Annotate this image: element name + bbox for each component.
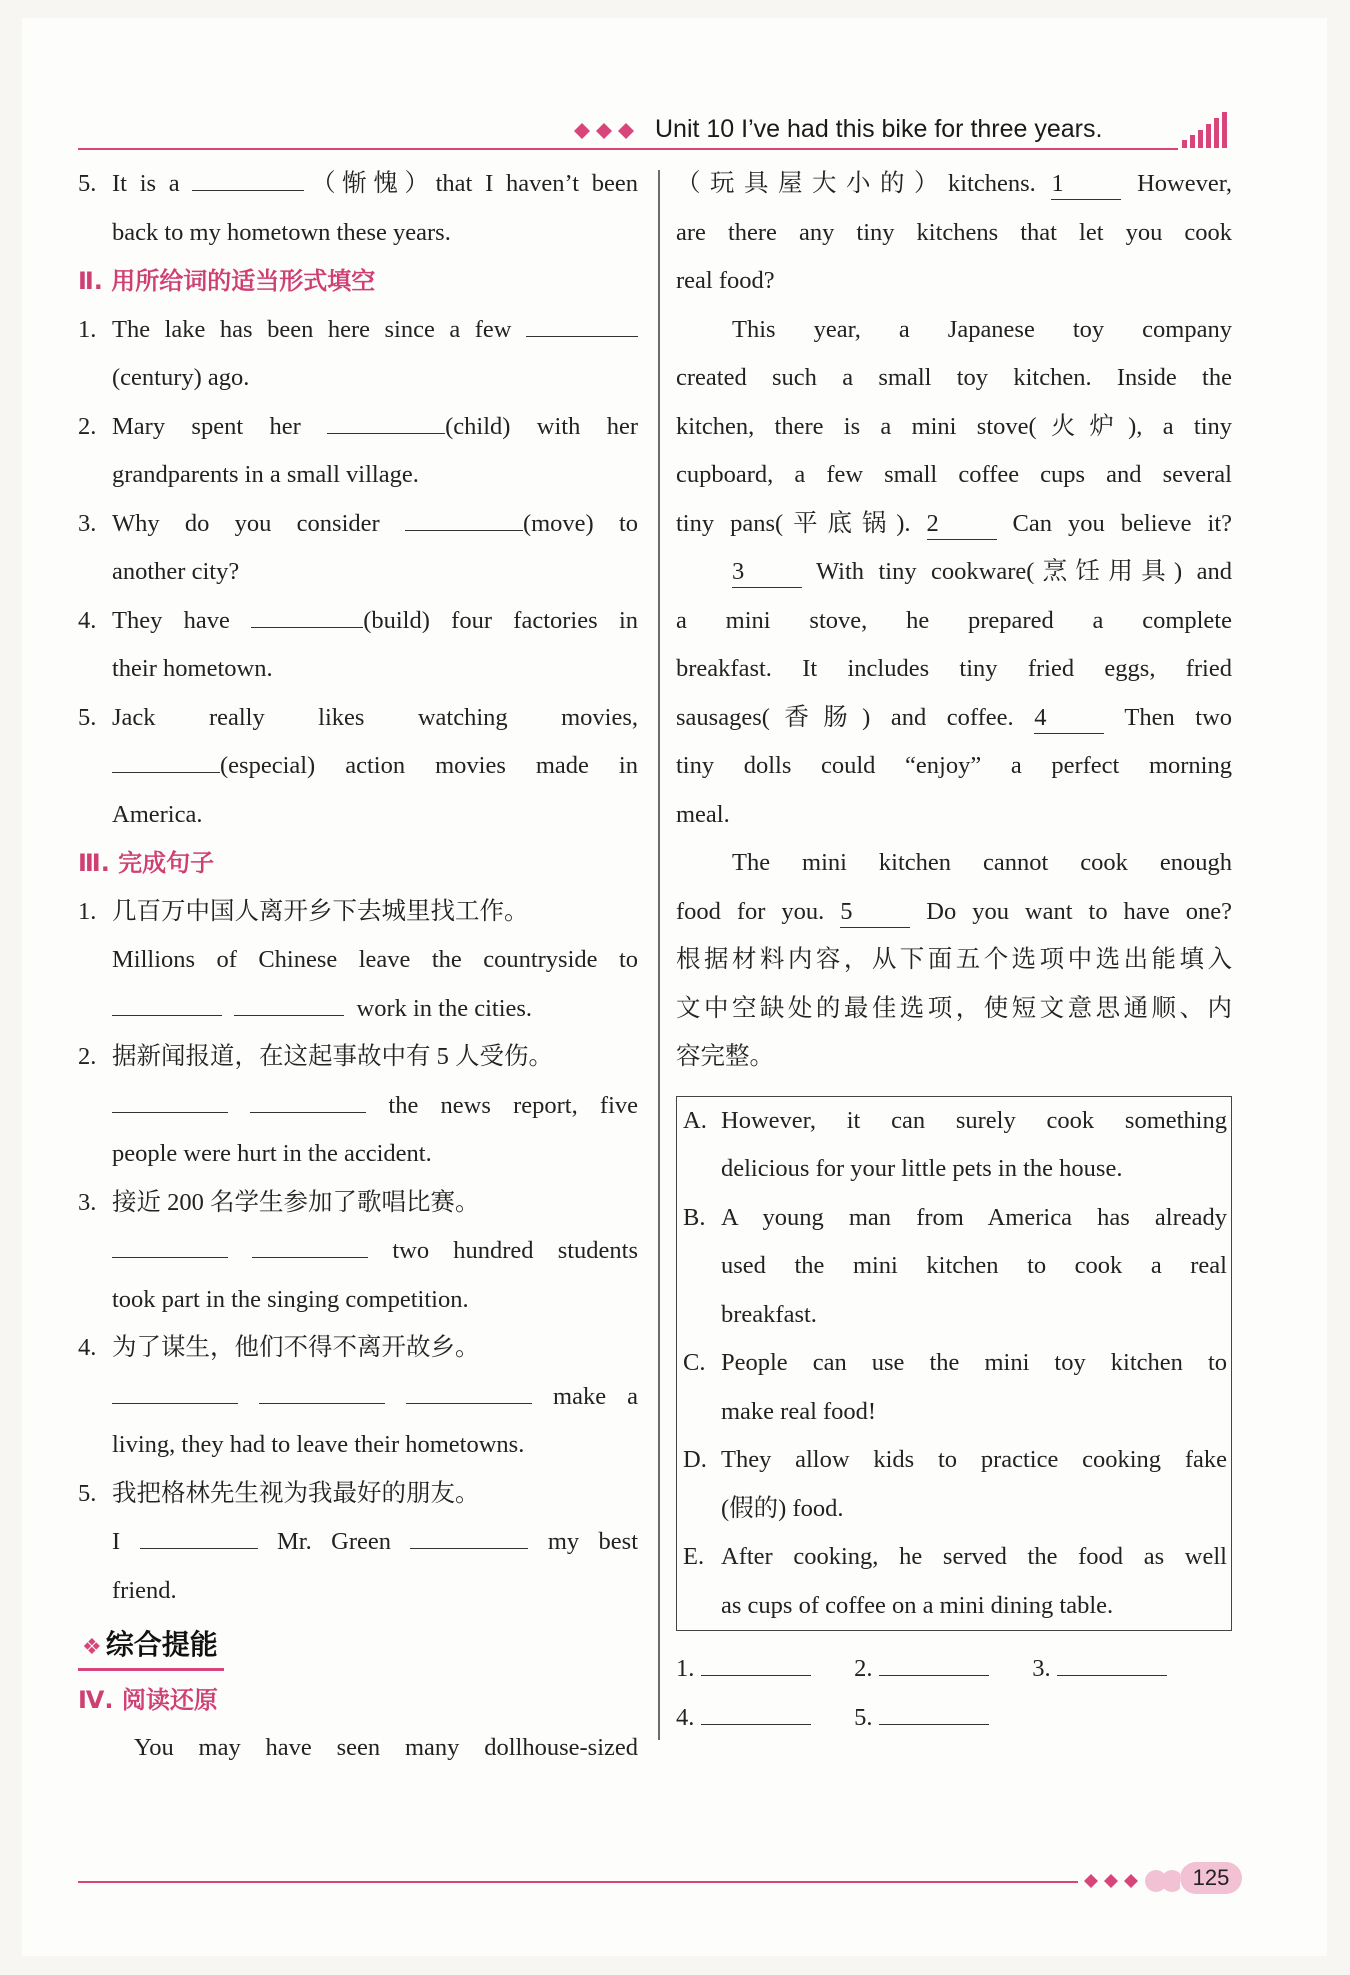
footer-rule (78, 1881, 1078, 1883)
answer-blank[interactable] (879, 1698, 989, 1725)
answer-blank[interactable] (259, 1377, 385, 1404)
instruction: 容完整。 (676, 1043, 774, 1070)
passage-blank[interactable]: 2 (927, 509, 997, 540)
option-a: A. However, it can surely cook something (683, 1106, 1227, 1134)
options-box: A. However, it can surely cook something delicious for your little pets in the house. B. A young man from America has already used the mini kitchen to cook a real breakfast. C. People can use the mini toy kitchen to make real food! D. They allow kids to practice cooking fake (假的) food. E. After cooking, he served the food as well as cups of coffee on a mini dining table. (676, 1096, 1232, 1632)
exercise-item: 2. Mary spent her (child) with her (78, 403, 638, 452)
page-number: 125 (1180, 1862, 1242, 1894)
answer-blank[interactable] (112, 989, 222, 1016)
passage-blank[interactable]: 5 (840, 897, 910, 928)
exercise-item: 1. The lake has been here since a few (78, 306, 638, 355)
translation-item: 1. 几百万中国人离开乡下去城里找工作。 (78, 897, 529, 925)
book-stack-icon: ❖ (82, 1635, 102, 1660)
passage-blank[interactable]: 4 (1034, 703, 1104, 734)
answer-blank[interactable] (112, 1231, 228, 1258)
answer-blank[interactable] (250, 1086, 366, 1113)
passage-intro: You may have seen many dollhouse-sized (134, 1734, 638, 1761)
answer-blank[interactable] (1057, 1649, 1167, 1676)
section-title-2: Ⅱ. 用所给词的适当形式填空 (78, 267, 376, 295)
answer-blank[interactable] (327, 407, 445, 434)
translation-item: 3. 接近 200 名学生参加了歌唱比赛。 (78, 1188, 480, 1216)
section-title-4: Ⅳ. 阅读还原 (78, 1685, 218, 1714)
answer-row: 4. 5. (676, 1694, 1232, 1743)
header-rule (78, 148, 1178, 150)
answer-blank[interactable] (701, 1698, 811, 1725)
exercise-item: 4. They have (build) four factories in (78, 597, 638, 646)
signal-bars-icon (1178, 110, 1230, 150)
instruction: 文中空缺处的最佳选项，使短文意思通顺、内 (676, 994, 1232, 1022)
translation-item: 5. 我把格林先生视为我最好的朋友。 (78, 1479, 480, 1507)
answer-blank[interactable] (112, 1086, 228, 1113)
answer-blank[interactable] (112, 1377, 238, 1404)
answer-blank[interactable] (252, 1231, 368, 1258)
answer-row: 1. 2. 3. (676, 1645, 1232, 1694)
answer-blank[interactable] (406, 1377, 532, 1404)
answer-blank[interactable] (701, 1649, 811, 1676)
translation-item: 4. 为了谋生，他们不得不离开故乡。 (78, 1334, 480, 1361)
answer-blank[interactable] (410, 1522, 528, 1549)
option-b: B. A young man from America has already (683, 1203, 1227, 1231)
answer-blank[interactable] (405, 504, 523, 531)
exercise-item: 5. It is a （惭愧）that I haven’t been (78, 160, 638, 209)
answer-blank[interactable] (251, 601, 363, 628)
answer-blank[interactable] (879, 1649, 989, 1676)
option-c: C. People can use the mini toy kitchen to (683, 1349, 1227, 1376)
answer-blank[interactable] (140, 1522, 258, 1549)
instruction: 根据材料内容，从下面五个选项中选出能填入 (676, 946, 1232, 973)
column-divider (658, 170, 660, 1740)
section-title-3: Ⅲ. 完成句子 (78, 849, 215, 877)
answer-blank[interactable] (234, 989, 344, 1016)
passage-blank[interactable]: 3 (732, 557, 802, 588)
unit-title: Unit 10 I’ve had this bike for three years. (655, 115, 1103, 143)
option-e: E. After cooking, he served the food as well (683, 1543, 1227, 1570)
answer-blank[interactable] (526, 310, 638, 337)
left-column: 5. It is a （惭愧）that I haven’t been back to my hometown these years. Ⅱ. 用所给词的适当形式填空 1. The lake has been here since a few (century) ago. 2. Mary spent her (child) with her grandparents in a small village. 3. Why do you consider (move) to another city? 4. They have (build) four factories in their hometown. 5. Jack really likes watching movies, (especial) action movies made in America. Ⅲ. 完成句子 1. 几百万中国人离开乡下去城里找工作。 Millions of Chinese leave the countryside to work in the cities. 2. 据新闻报道，在这起事故中有 5 人受伤。 the news report, five people were hurt in the accident. 3. 接近 200 名学生参加了歌唱比赛。 two hundred students took part in the singing competition. 4. 为了谋生，他们不得不离开故乡。 make a living, they had to leave their hometowns. 5. 我把格林先生视为我最好的朋友。 I Mr. Green my best friend. ❖ 综合提能 Ⅳ. 阅读还原 You may have seen many dollhouse-sized (78, 160, 638, 1773)
comprehensive-badge: ❖ 综合提能 (78, 1625, 224, 1671)
diamond-arrows-icon (1080, 1866, 1180, 1896)
option-d: D. They allow kids to practice cooking fake (683, 1446, 1227, 1473)
translation-item: 2. 据新闻报道，在这起事故中有 5 人受伤。 (78, 1043, 553, 1070)
diamond-arrows-icon (570, 118, 642, 144)
answer-blank[interactable] (112, 746, 220, 773)
passage-blank[interactable]: 1 (1051, 169, 1121, 200)
right-column: （玩具屋大小的）kitchens. 1 However, are there any tiny kitchens that let you cook real food? This year, a Japanese toy company created such a small toy kitchen. Inside the kitchen, there is a mini stove(火炉), a tiny cupboard, a few small coffee cups and several tiny pans(平底锅). 2 Can you believe it? 3 With tiny cookware(烹饪用具) and a mini stove, he prepared a complete breakfast. It includes tiny fried eggs, fried sausages(香肠) and coffee. 4 Then two tiny dolls could “enjoy” a perfect morning meal. The mini kitchen cannot cook enough food for you. 5 Do you want to have one? 根据材料内容，从下面五个选项中选出能填入 文中空缺处的最佳选项，使短文意思通顺、内 容完整。 A. However, it can surely cook something delicious for your little pets in the house. B. A young man from America has already used the mini kitchen to cook a real breakfast. C. People can use the mini toy kitchen to make real food! D. They allow kids to practice cooking fake (假的) food. E. After cooking, he served the food as well as cups of coffee on a mini dining table. 1. 2. 3. 4. 5. (676, 160, 1232, 1742)
answer-blank[interactable] (192, 164, 304, 191)
exercise-item: 3. Why do you consider (move) to (78, 500, 638, 549)
exercise-item: 5. Jack really likes watching movies, (78, 703, 638, 731)
